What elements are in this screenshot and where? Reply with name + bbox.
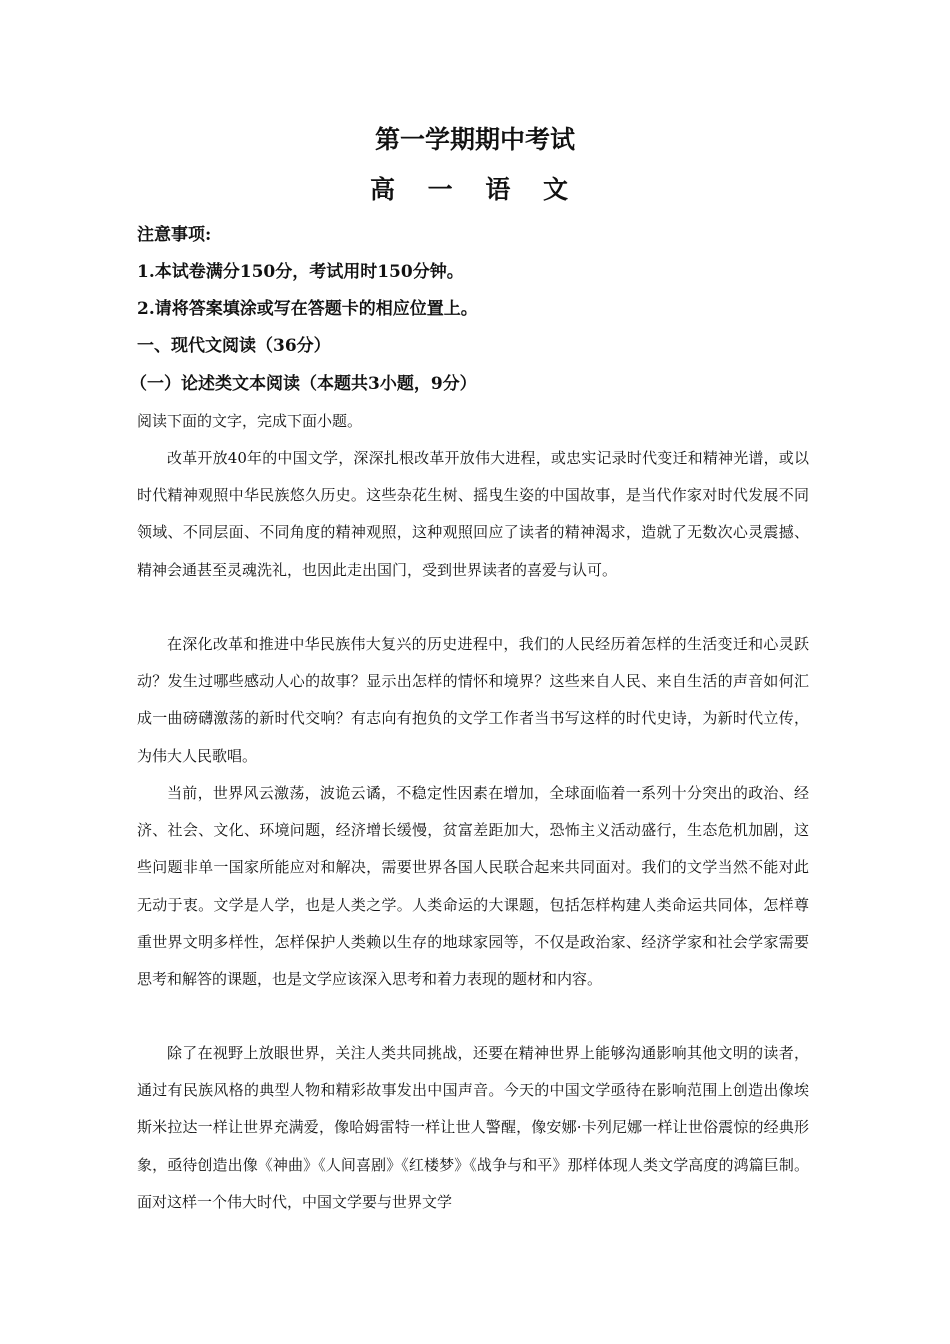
exam-subject: 高 一 语 文: [369, 175, 581, 204]
exam-title: 第一学期期中考试: [374, 125, 575, 154]
sub-section-heading: （一）论述类文本阅读（本题共3小题，9分）: [130, 374, 477, 394]
passage-paragraph-1: 改革开放40年的中国文学，深深扎根改革开放伟大进程，或忠实记录时代变迁和精神光谱，或以时代精神观照中华民族悠久历史。这些杂花生树、摇曳生姿的中国故事，是当代作家对时代发展不同领域、不同层面、不同角度的精神观照，这种观照回应了读者的精神渴求，造就了无数次心灵震撼、精神会通甚至灵魂洗礼，也因此走出国门，受到世界读者的喜爱与认可。: [137, 449, 809, 579]
passage-paragraph-4: 除了在视野上放眼世界，关注人类共同挑战，还要在精神世界上能够沟通影响其他文明的读者，通过有民族风格的典型人物和精彩故事发出中国声音。今天的中国文学亟待在影响范围上创造出像埃斯米拉达一样让世界充满爱，像哈姆雷特一样让世人警醒，像安娜·卡列尼娜一样让世俗震惊的经典形象，亟待创造出像《神曲》《人间喜剧》《红楼梦》《战争与和平》那样体现人类文学高度的鸿篇巨制。面对这样一个伟大时代，中国文学要与世界文学: [137, 1044, 809, 1211]
notes-item-1: 1.本试卷满分150分，考试用时150分钟。: [137, 262, 464, 282]
passage-paragraph-3: 当前，世界风云激荡，波诡云谲，不稳定性因素在增加，全球面临着一系列十分突出的政治、经济、社会、文化、环境问题，经济增长缓慢，贫富差距加大，恐怖主义活动盛行，生态危机加剧，这些问题非单一国家所能应对和解决，需要世界各国人民联合起来共同面对。我们的文学当然不能对此无动于衷。文学是人学，也是人类之学。人类命运的大课题，包括怎样构建人类命运共同体，怎样尊重世界文明多样性，怎样保护人类赖以生存的地球家园等，不仅是政治家、经济学家和社会学家需要思考和解答的课题，也是文学应该深入思考和着力表现的题材和内容。: [137, 784, 809, 989]
reading-instruction: 阅读下面的文字，完成下面小题。: [137, 412, 363, 430]
passage-paragraph-2: 在深化改革和推进中华民族伟大复兴的历史进程中，我们的人民经历着怎样的生活变迁和心灵跃动？发生过哪些感动人心的故事？显示出怎样的情怀和境界？这些来自人民、来自生活的声音如何汇成一曲磅礴激荡的新时代交响？有志向有抱负的文学工作者当书写这样的时代史诗，为新时代立传，为伟大人民歌唱。: [137, 635, 809, 765]
section-heading: 一、现代文阅读（36分）: [137, 336, 331, 356]
notes-heading: 注意事项:: [137, 225, 212, 245]
notes-item-2: 2.请将答案填涂或写在答题卡的相应位置上。: [137, 299, 478, 319]
